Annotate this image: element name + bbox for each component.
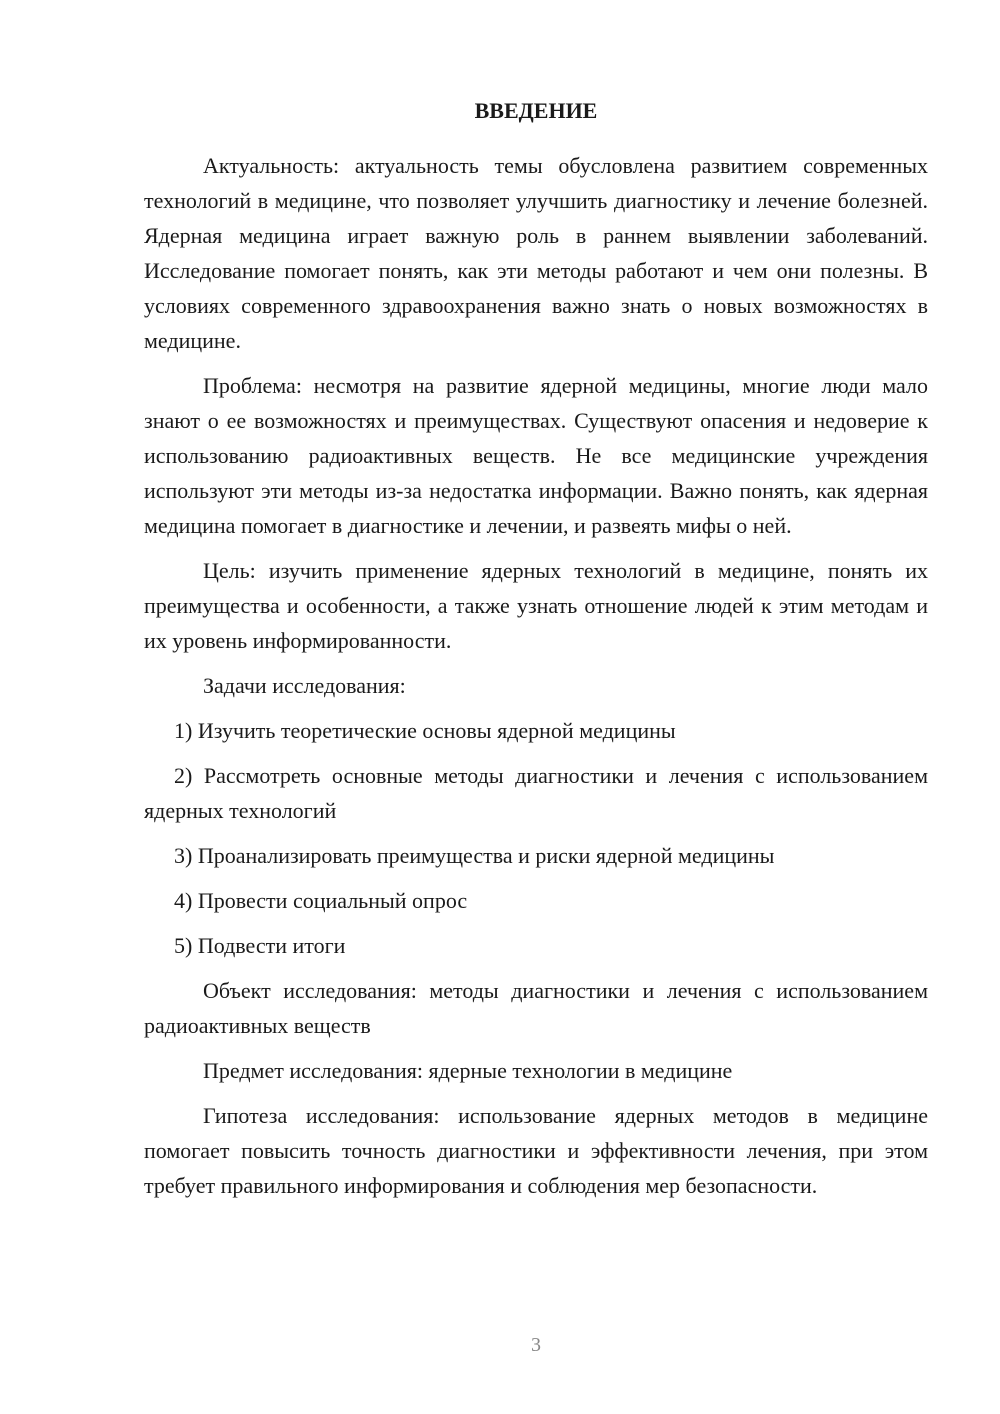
paragraph-object: Объект исследования: методы диагностики и лечения с использованием радиоактивных веществ (144, 978, 928, 1038)
task-item-4: 4) Провести социальный опрос (174, 888, 468, 913)
paragraph-goal: Цель: изучить применение ядерных технологий в медицине, понять их преимущества и особенности, а также узнать отношение людей к этим методам и их уровень информированности. (144, 558, 928, 653)
paragraph-problem: Проблема: несмотря на развитие ядерной медицины, многие люди мало знают о ее возможностях и преимуществах. Существуют опасения и недоверие к использованию радиоактивных веществ. Не все медицинские учреждения используют эти методы из-за недостатка информации. Важно понять, как ядерная медицина помогает в диагностике и лечении, и развеять мифы о ней. (144, 373, 928, 538)
section-title: ВВЕДЕНИЕ (474, 98, 598, 123)
tasks-heading: Задачи исследования: (203, 673, 406, 698)
task-item-1: 1) Изучить теоретические основы ядерной медицины (174, 718, 676, 743)
page-content (144, 93, 928, 1203)
task-item-5: 5) Подвести итоги (174, 933, 346, 958)
paragraph-hypothesis: Гипотеза исследования: использование ядерных методов в медицине помогает повысить точность диагностики и эффективности лечения, при этом требует правильного информирования и соблюдения мер безопасности. (144, 1103, 928, 1198)
page-number: 3 (531, 1334, 541, 1356)
task-item-3: 3) Проанализировать преимущества и риски ядерной медицины (174, 843, 775, 868)
task-item-2: 2) Рассмотреть основные методы диагностики и лечения с использованием ядерных технологий (144, 763, 928, 823)
paragraph-relevance: Актуальность: актуальность темы обусловлена развитием современных технологий в медицине, что позволяет улучшить диагностику и лечение болезней. Ядерная медицина играет важную роль в раннем выявлении заболеваний. Исследование помогает понять, как эти методы работают и чем они полезны. В условиях современного здравоохранения важно знать о новых возможностях в медицине. (144, 153, 928, 353)
paragraph-subject: Предмет исследования: ядерные технологии в медицине (203, 1058, 733, 1083)
